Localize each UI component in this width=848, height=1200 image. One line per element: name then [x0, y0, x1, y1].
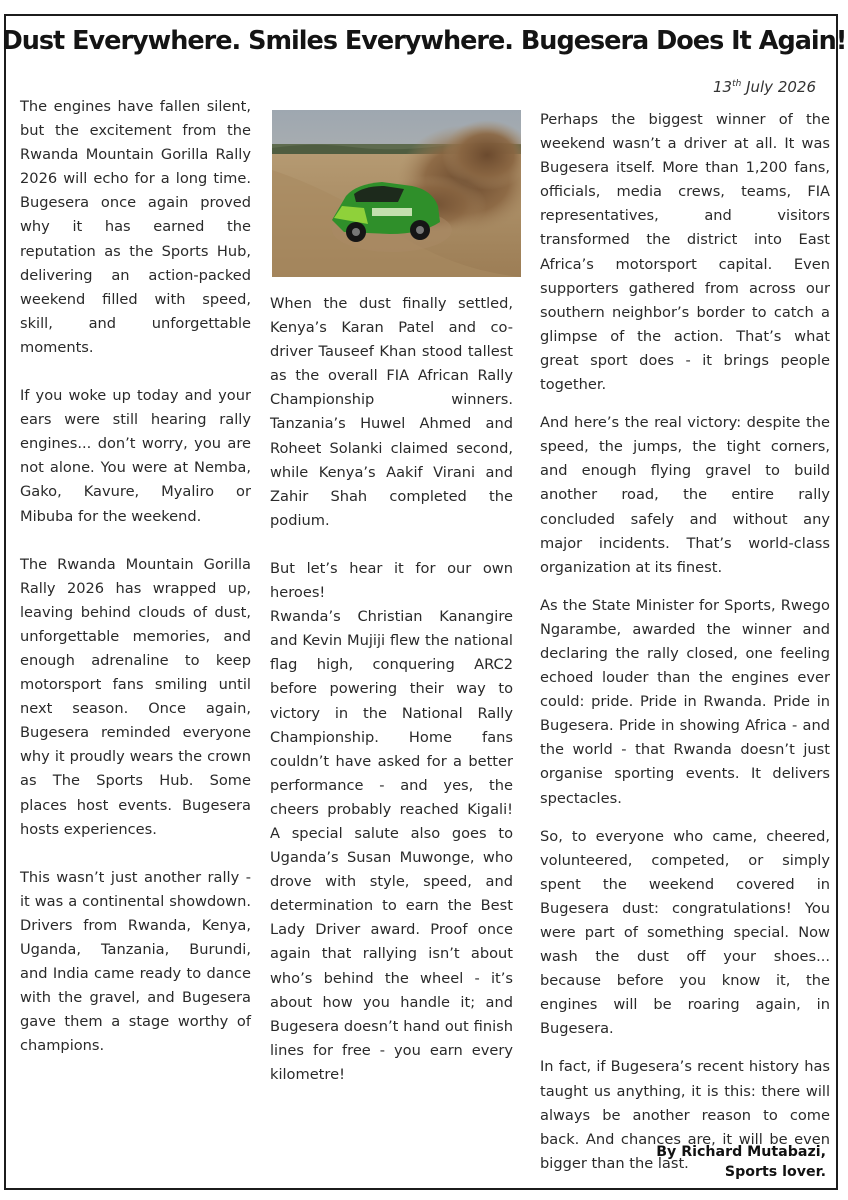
- column-3: [540, 108, 830, 1176]
- paragraph: Perhaps the biggest winner of the weekend wasn’t a driver at all. It was Bugesera itself. More than 1,200 fans, officials, media crews, teams, FIA representatives, and visitors transformed the district into East Africa’s motorsport capital. Even supporters gathered from across our southern neighbor’s border to catch a glimpse of the action. That’s what great sport does - it brings people together.: [540, 111, 830, 394]
- paragraph: As the State Minister for Sports, Rwego Ngarambe, awarded the winner and declaring the rally closed, one feeling echoed louder than the engines ever could: pride. Pride in Rwanda. Pride in Bugesera. Pride in showing Africa - and the world - that Rwanda doesn’t just organise sporting events. It delivers spectacles.: [540, 596, 830, 807]
- rally-car-photo: [272, 110, 521, 277]
- date-day: 13: [712, 78, 733, 96]
- date-suffix: th: [732, 79, 742, 89]
- paragraph: But let’s hear it for our own heroes!: [270, 559, 513, 602]
- paragraph: This wasn’t just another rally - it was a continental showdown. Drivers from Rwanda, Kenya, Uganda, Tanzania, Burundi, and India came ready to dance with the gravel, and Bugesera gave them a stage worthy of champions.: [20, 868, 251, 1055]
- paragraph: The engines have fallen silent, but the excitement from the Rwanda Mountain Gorilla Rally 2026 will echo for a long time. Bugesera once again proved why it has earned the reputation as the Sports Hub, delivering an action-packed weekend filled with speed, skill, and unforgettable moments.: [20, 98, 251, 356]
- paragraph: In fact, if Bugesera’s recent history has taught us anything, it is this: there will always be another reason to come back. And chances are, it will be even bigger than the last.: [540, 1058, 830, 1172]
- column-1: [20, 95, 251, 1058]
- paragraph: The Rwanda Mountain Gorilla Rally 2026 has wrapped up, leaving behind clouds of dust, unforgettable memories, and enough adrenaline to keep motorsport fans smiling until next season. Once again, Bugesera reminded everyone why it proudly wears the crown as The Sports Hub. Some places host events. Bugesera hosts experiences.: [20, 555, 251, 838]
- paragraph: So, to everyone who came, cheered, volunteered, competed, or simply spent the weekend covered in Bugesera dust: congratulations! You were part of something special. Now wash the dust off your shoes... because before you know it, the engines will be roaring again, in Bugesera.: [540, 827, 830, 1038]
- column-2: [270, 292, 513, 1087]
- article-date: [713, 78, 816, 96]
- byline: [656, 1142, 826, 1182]
- paragraph: Rwanda’s Christian Kanangire and Kevin Mujiji flew the national flag high, conquering ARC2 before powering their way to victory in the National Rally Championship. Home fans couldn’t have asked for a better performance - and yes, the cheers probably reached Kigali! A special salute also goes to Uganda’s Susan Muwonge, who drove with style, speed, and determination to earn the Best Lady Driver award. Proof once again that rallying isn’t about who’s behind the wheel - it’s about how you handle it; and Bugesera doesn’t hand out finish lines for free - you earn every kilometre!: [270, 608, 513, 1083]
- headline: Dust Everywhere. Smiles Everywhere. Bugesera Does It Again!: [1, 26, 847, 56]
- date-month-year: July 2026: [746, 78, 816, 96]
- author-name: By Richard Mutabazi,: [656, 1144, 826, 1160]
- author-title: Sports lover.: [724, 1164, 826, 1180]
- paragraph: If you woke up today and your ears were still hearing rally engines... don’t worry, you are not alone. You were at Nemba, Gako, Kavure, Myaliro or Mibuba for the weekend.: [20, 387, 251, 525]
- paragraph: When the dust finally settled, Kenya’s Karan Patel and co-driver Tauseef Khan stood tallest as the overall FIA African Rally Championship winners. Tanzania’s Huwel Ahmed and Roheet Solanki claimed second, while Kenya’s Aakif Virani and Zahir Shah completed the podium.: [270, 295, 513, 529]
- paragraph: And here’s the real victory: despite the speed, the jumps, the tight corners, and enough flying gravel to build another road, the entire rally concluded safely and without any major incidents. That’s world-class organization at its finest.: [540, 414, 830, 576]
